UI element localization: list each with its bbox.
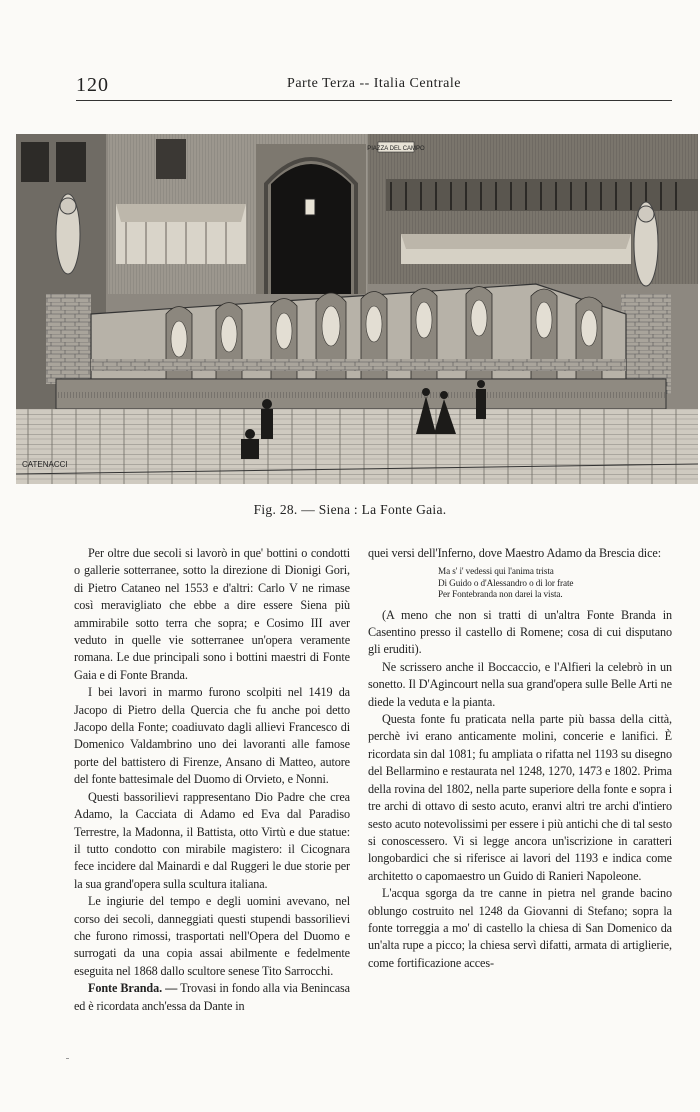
paragraph: Questi bassorilievi rappresentano Dio Padre che crea Adamo, la Cacciata di Adamo ed Eva dal Paradiso Terrestre, la Madonna, il Battista, otto Virtù e due statue: il tutto condotto con mirabile magistero: il Cicognara fece incidere dal Mainardi e dal Ruggeri le due storie per la sua grand'opera sulla scultura italiana. (74, 789, 350, 891)
verse-line: Ma s' i' vedessi qui l'anima trista (438, 566, 554, 577)
page-mark (66, 1058, 69, 1059)
right-column (368, 545, 672, 972)
paragraph: quei versi dell'Inferno, dove Maestro Adamo da Brescia dice: (368, 546, 661, 560)
paragraph-text: Trovasi in fondo alla via Benincasa ed è ricordata anch'essa da Dante in (74, 981, 350, 1013)
page-header (76, 74, 672, 96)
engraver-signature: CATENACCI (22, 460, 68, 469)
paragraph: Le ingiurie del tempo e degli uomini avevano, nel corso dei secoli, danneggiati questi stupendi bassorilievi che furono rimossi, trasportati nell'Opera del Duomo e surrogati da una copia assai abilmente e fedelmente eseguita nel 1868 dallo scultore senese Tito Sarrocchi. (74, 894, 350, 978)
running-title: Parte Terza -- Italia Centrale (287, 76, 461, 91)
verse-quote (438, 566, 672, 600)
piazza-sign: PIAZZA DEL CAMPO (367, 146, 425, 152)
verse-line: Per Fontebranda non darei la vista. (438, 589, 563, 600)
paragraph: (A meno che non si tratti di un'altra Fonte Branda in Casentino presso il castello di Romene; cosa di cui disputano gli eruditi). (368, 607, 672, 657)
section-lead: Fonte Branda. — (88, 981, 178, 996)
left-column (74, 545, 350, 1015)
paragraph: L'acqua sgorga da tre canne in pietra nel grande bacino oblungo costruito nel 1248 da Giovanni di Stefano; sopra la fonte torreggia a mo' di castello la chiesa di San Domenico da un'alta rupe a picco; la chiesa servì difatti, armata di artiglierie, come fortificazione acces- (368, 886, 672, 970)
paragraph: I bei lavori in marmo furono scolpiti nel 1419 da Jacopo di Pietro della Quercia che fu anche poi detto Jacopo della Fonte; coadiuvato dagli allievi Francesco di Domenico Valdambrino uno dei lavoranti alle famose porte del battistero di Firenze, Ansano di Matteo, autore del fonte battesimale del Duomo di Orvieto, e Nonni. (74, 685, 350, 787)
paragraph: Per oltre due secoli si lavorò in que' bottini o condotti o gallerie sotterranee, sotto la direzione di Dionigi Gori, di Pietro Cataneo nel 1553 e d'altri: Carlo V ne rimase così meravigliato che ebbe a dire essere Siena più ammirabile sotto terra che sopra; e Cosimo III aver veduto in quelle vie sotterranee un'opera veramente romana. Le due principali sono i bottini maestri di Fonte Gaia e di Fonte Branda. (74, 546, 350, 682)
paragraph (74, 980, 350, 1015)
verse-line: Di Guido o d'Alessandro o di lor frate (438, 577, 574, 588)
header-rule (76, 100, 672, 101)
fonte-gaia-engraving (16, 134, 698, 484)
page-number: 120 (76, 74, 109, 96)
paragraph: Ne scrissero anche il Boccaccio, e l'Alfieri la celebrò in un sonetto. Il D'Agincourt nella sua grand'opera sulle Belle Arti ne diede la veduta e la pianta. (368, 659, 672, 709)
figure-caption: Fig. 28. — Siena : La Fonte Gaia. (253, 502, 447, 517)
paragraph: Questa fonte fu praticata nella parte più bassa della città, perchè ivi erano anticamente molini, concerie e lanifici. È ricordata sin dal 1081; fu ampliata o rifatta nel 1193 su disegno del Bellarmino e restaurata nel 1248, 1270, 1473 e 1802. Prima della rovina del 1802, nella parte superiore della fonte e sopra i tre archi di ottavo di sesto acuto, eranvi altri tre archi d'intiero sesto acuto notevolissimi per essere i più antichi che di tal sesto si conoscessero. Vi si legge ancora un'iscrizione in caratteri longobardici che si riferisce ai lavori del 1193 e indica come architetto o capomaestro un Guido di Ranieri Napoleone. (368, 712, 672, 883)
